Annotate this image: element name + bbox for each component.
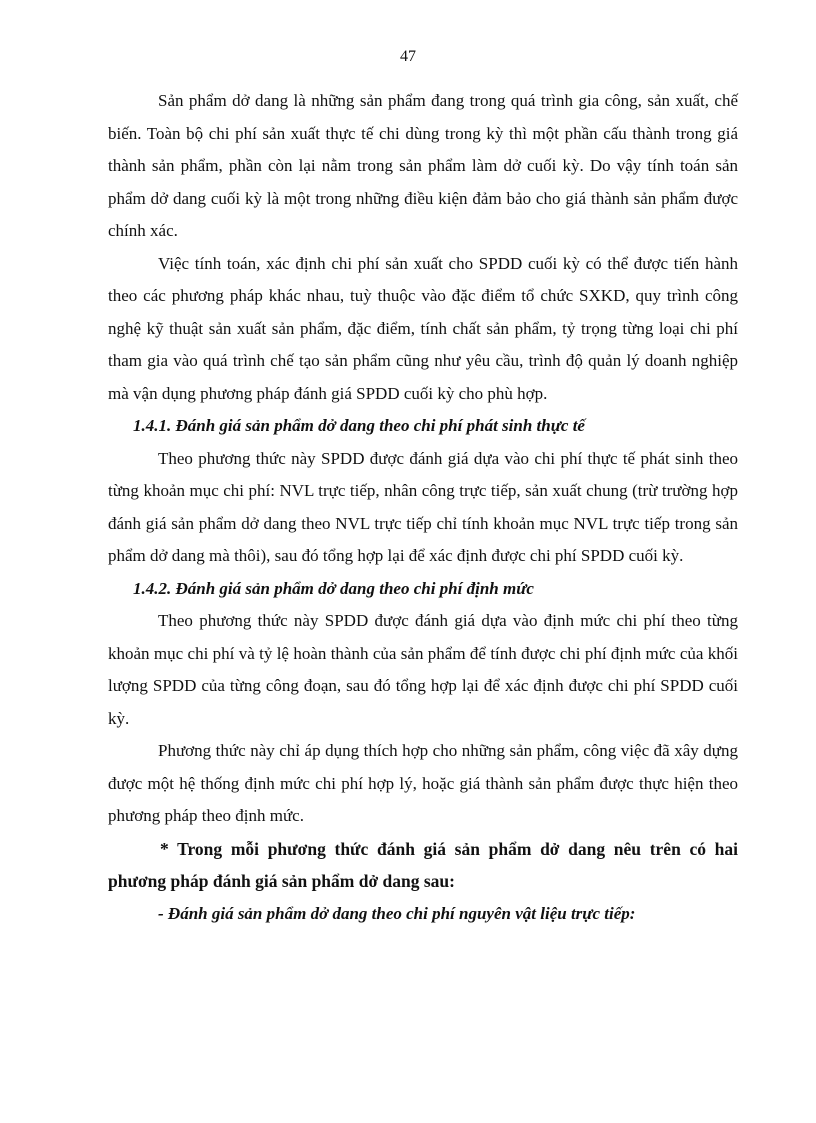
paragraph-wip-definition: Sản phẩm dở dang là những sản phẩm đang trong quá trình gia công, sản xuất, chế biến. Toàn bộ chi phí sản xuất thực tế chi dùng trong kỳ thì một phần cấu thành trong giá thành sản phẩm, phần còn lại nằm trong sản phẩm làm dở cuối kỳ. Do vậy tính toán sản phẩm dở dang cuối kỳ là một trong những điều kiện đảm bảo cho giá thành sản phẩm được chính xác. [108, 91, 738, 240]
page-number: 47 [400, 48, 416, 65]
heading-1-4-2: 1.4.2. Đánh giá sản phẩm dở dang theo chi phí định mức [133, 578, 534, 598]
page-content [108, 85, 738, 930]
paragraph-standard-cost-applicability: Phương thức này chỉ áp dụng thích hợp cho những sản phẩm, công việc đã xây dựng được một hệ thống định mức chi phí hợp lý, hoặc giá thành sản phẩm được thực hiện theo phương pháp theo định mức. [108, 741, 738, 825]
paragraph-wip-calculation-methods: Việc tính toán, xác định chi phí sản xuất cho SPDD cuối kỳ có thể được tiến hành theo các phương pháp khác nhau, tuỳ thuộc vào đặc điểm tổ chức SXKD, quy trình công nghệ kỹ thuật sản xuất sản phẩm, đặc điểm, tính chất sản phẩm, tỷ trọng từng loại chi phí tham gia vào quá trình chế tạo sản phẩm cũng như yêu cầu, trình độ quản lý doanh nghiệp mà vận dụng phương pháp đánh giá SPDD cuối kỳ cho phù hợp. [108, 253, 738, 403]
bold-italic-subheading-direct-material: - Đánh giá sản phẩm dở dang theo chi phí nguyên vật liệu trực tiếp: [158, 903, 636, 923]
paragraph-actual-cost-method: Theo phương thức này SPDD được đánh giá dựa vào chi phí thực tế phát sinh theo từng khoản mục chi phí: NVL trực tiếp, nhân công trực tiếp, sản xuất chung (trừ trường hợp đánh giá sản phẩm dở dang theo NVL trực tiếp chỉ tính khoản mục NVL trực tiếp trong sản phẩm dở dang mà thôi), sau đó tổng hợp lại để xác định được chi phí SPDD cuối kỳ. [108, 448, 738, 565]
paragraph-standard-cost-method: Theo phương thức này SPDD được đánh giá dựa vào định mức chi phí theo từng khoản mục chi phí và tỷ lệ hoàn thành của sản phẩm để tính được chi phí định mức của khối lượng SPDD của từng công đoạn, sau đó tổng hợp lại để xác định được chi phí SPDD cuối kỳ. [108, 611, 738, 728]
bold-note-two-methods: * Trong mỗi phương thức đánh giá sản phẩm dở dang nêu trên có hai phương pháp đánh giá sản phẩm dở dang sau: [108, 838, 738, 891]
heading-1-4-1: 1.4.1. Đánh giá sản phẩm dở dang theo chi phí phát sinh thực tế [133, 416, 585, 435]
